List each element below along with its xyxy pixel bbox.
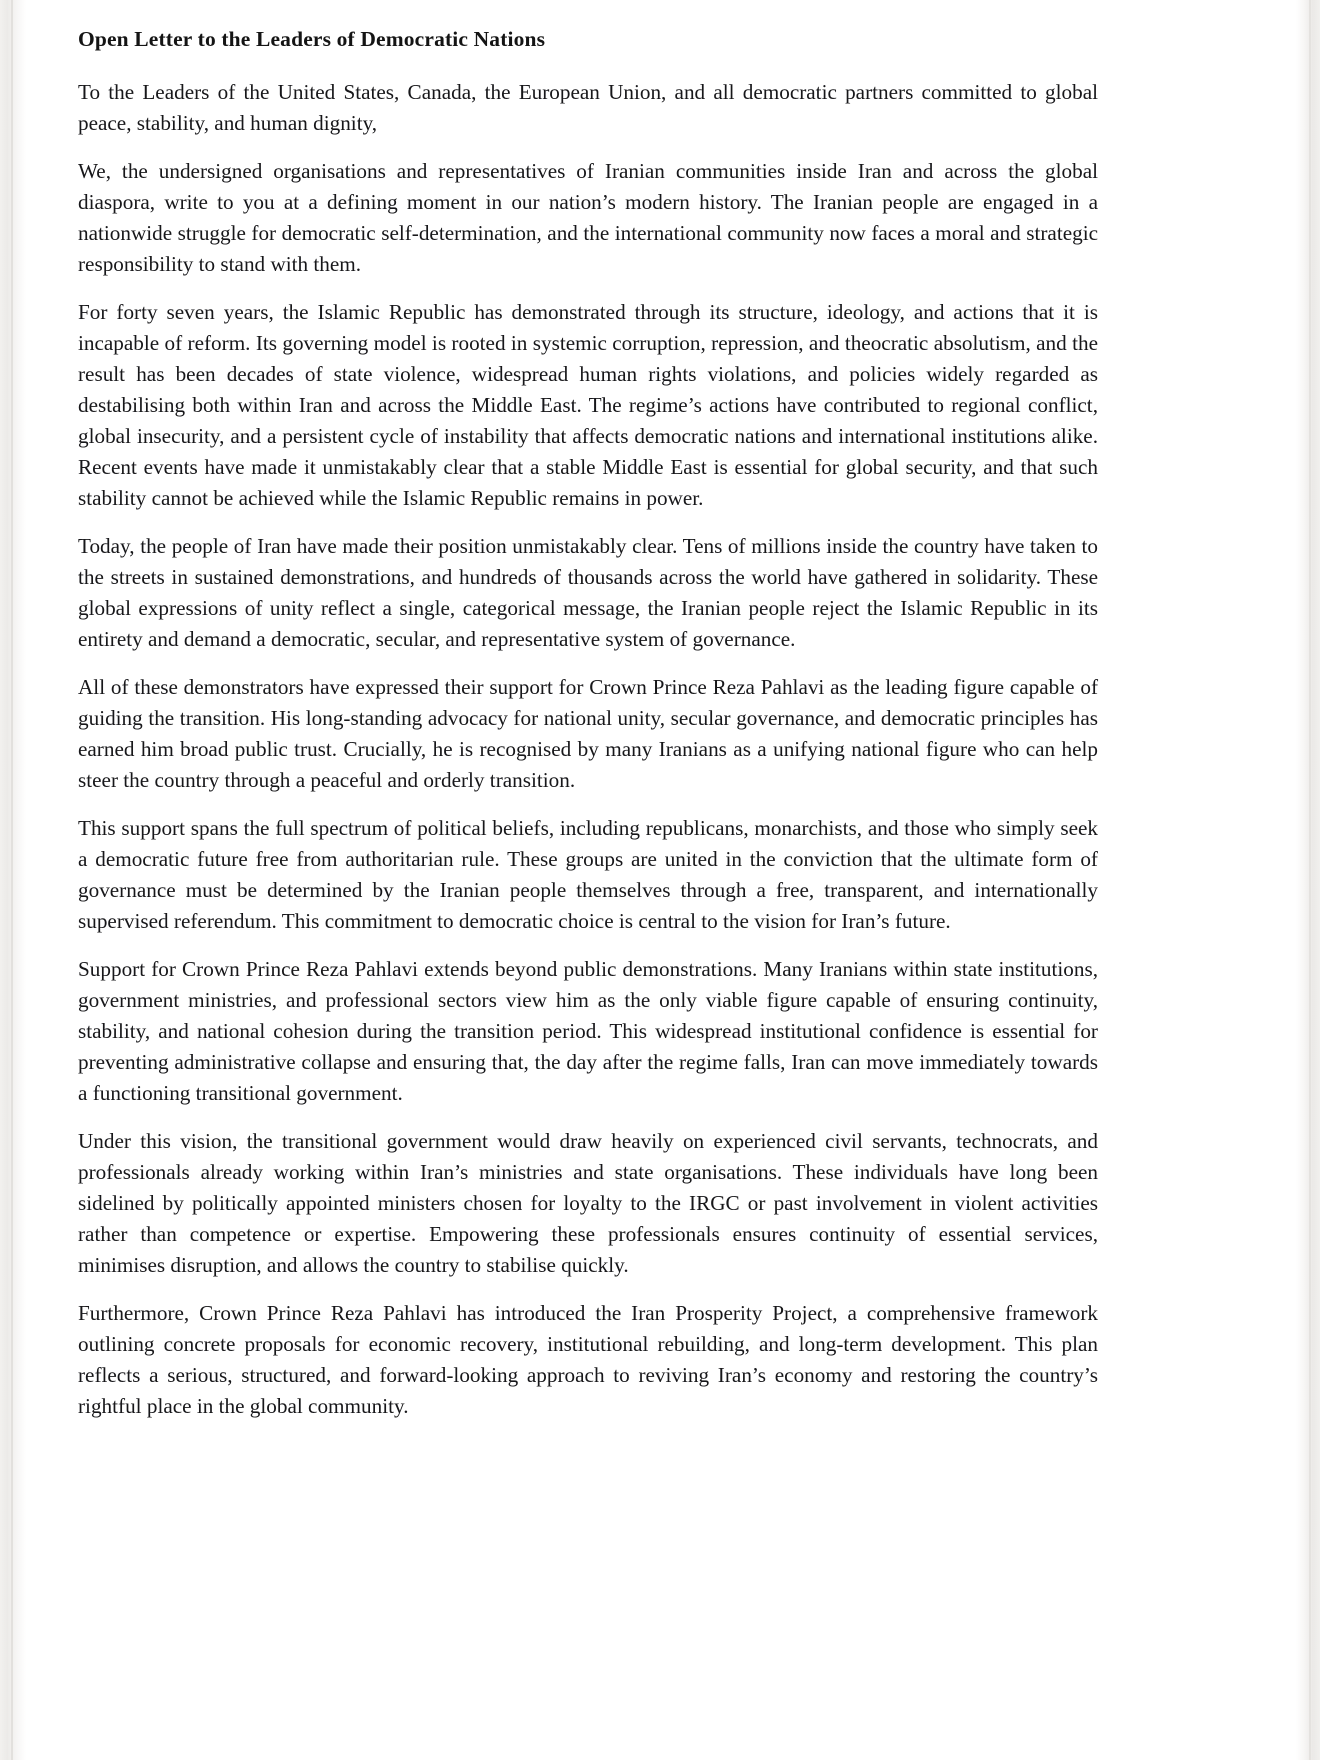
paragraph-transitional-government-vision: Under this vision, the transitional government would draw heavily on experienced civil servants, technocrats, and professionals already working within Iran’s ministries and state organisations. These individuals have long been sidelined by politically appointed ministers chosen for loyalty to the IRGC or past involvement in violent activities rather than competence or expertise. Empowering these professionals ensures continuity of essential services, minimises disruption, and allows the country to stabilise quickly. (78, 1128, 1098, 1277)
page-left-edge-shading (0, 0, 26, 1760)
paragraph-demonstrators-support: All of these demonstrators have expressed their support for Crown Prince Reza Pahlavi as the leading figure capable of guiding the transition. His long-standing advocacy for national unity, secular governance, and democratic principles has earned him broad public trust. Crucially, he is recognised by many Iranians as a unifying national figure who can help steer the country through a peaceful and orderly transition. (78, 674, 1098, 792)
paragraph-today-people-of-iran: Today, the people of Iran have made their position unmistakably clear. Tens of millions inside the country have taken to the streets in sustained demonstrations, and hundreds of thousands across the world have gathered in solidarity. These global expressions of unity reflect a single, categorical message, the Iranian people reject the Islamic Republic in its entirety and demand a democratic, secular, and representative system of governance. (78, 533, 1098, 651)
page-title: Open Letter to the Leaders of Democratic Nations (78, 27, 546, 51)
paragraph-iran-prosperity-project: Furthermore, Crown Prince Reza Pahlavi has introduced the Iran Prosperity Project, a comprehensive framework outlining concrete proposals for economic recovery, institutional rebuilding, and long-term development. This plan reflects a serious, structured, and forward-looking approach to reviving Iran’s economy and restoring the country’s rightful place in the global community. (78, 1300, 1098, 1418)
paragraph-support-beyond-demonstrations: Support for Crown Prince Reza Pahlavi extends beyond public demonstrations. Many Iranians within state institutions, government ministries, and professional sectors view him as the only viable figure capable of ensuring continuity, stability, and national cohesion during the transition period. This widespread institutional confidence is essential for preventing administrative collapse and ensuring that, the day after the regime falls, Iran can move immediately towards a functioning transitional government. (78, 956, 1098, 1105)
page-left-edge-line (11, 0, 13, 1760)
paragraph-salutation: To the Leaders of the United States, Canada, the European Union, and all democratic partners committed to global peace, stability, and human dignity, (78, 79, 1098, 135)
paragraph-forty-seven-years: For forty seven years, the Islamic Republic has demonstrated through its structure, ideology, and actions that it is incapable of reform. Its governing model is rooted in systemic corruption, repression, and theocratic absolutism, and the result has been decades of state violence, widespread human rights violations, and policies widely regarded as destabilising both within Iran and across the Middle East. The regime’s actions have contributed to regional conflict, global insecurity, and a persistent cycle of instability that affects democratic nations and international institutions alike. Recent events have made it unmistakably clear that a stable Middle East is essential for global security, and that such stability cannot be achieved while the Islamic Republic remains in power. (78, 299, 1098, 510)
page-right-edge-line (1309, 0, 1311, 1760)
paragraph-undersigned-organisations: We, the undersigned organisations and representatives of Iranian communities inside Iran and across the global diaspora, write to you at a defining moment in our nation’s modern history. The Iranian people are engaged in a nationwide struggle for democratic self-determination, and the international community now faces a moral and strategic responsibility to stand with them. (78, 158, 1098, 276)
paragraph-support-spans-spectrum: This support spans the full spectrum of political beliefs, including republicans, monarchists, and those who simply seek a democratic future free from authoritarian rule. These groups are united in the conviction that the ultimate form of governance must be determined by the Iranian people themselves through a free, transparent, and internationally supervised referendum. This commitment to democratic choice is central to the vision for Iran’s future. (78, 815, 1098, 933)
document-text-column (78, 26, 1098, 1422)
page-right-edge-shading (1296, 0, 1320, 1760)
